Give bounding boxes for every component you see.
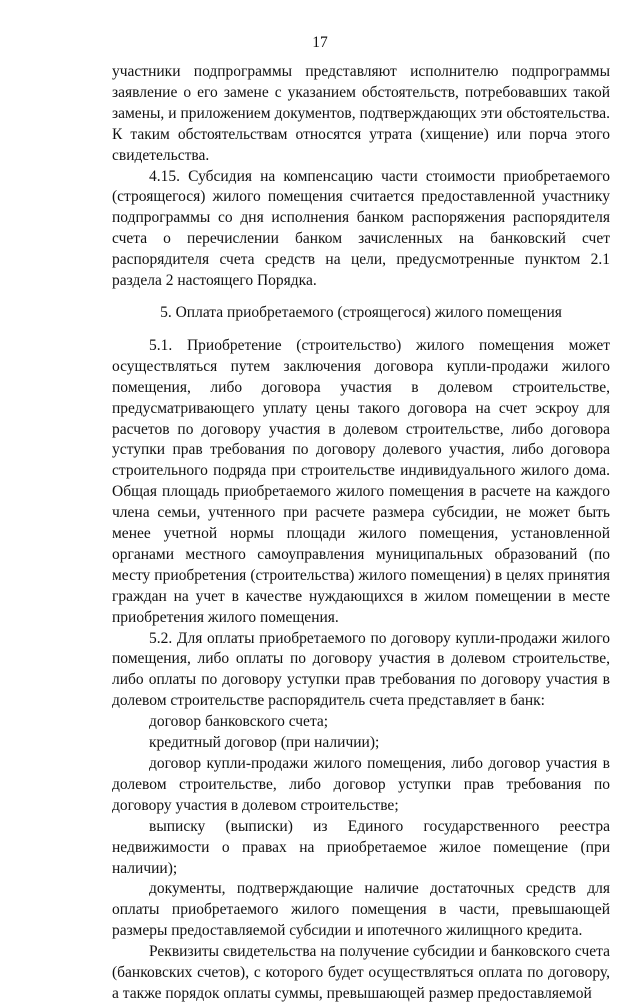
paragraph: участники подпрограммы представляют исполнителю подпрограммы заявление о его замене с указанием обстоятельств, потребовавших такой замены, и приложением документов, подтверждающих эти обстоятельства. К таким обстоятельствам относятся утрата (хищение) или порча этого свидетельства. xyxy=(112,63,610,164)
paragraph: 4.15. Субсидия на компенсацию части стоимости приобретаемого (строящегося) жилого помещения считается предоставленной участнику подпрограммы со дня исполнения банком распоряжения распорядителя счета о перечислении банком зачисленных на банковский счет распорядителя счета средств на цели, предусмотренные пунктом 2.1 раздела 2 настоящего Порядка. xyxy=(112,167,610,290)
paragraph: договор купли-продажи жилого помещения, либо договор участия в долевом строительстве, либо договор уступки прав требования по договору участия в долевом строительстве; xyxy=(112,755,610,814)
paragraph: документы, подтверждающие наличие достаточных средств для оплаты приобретаемого жилого помещения в части, превышающей размеры предоставляемой субсидии и ипотечного жилищного кредита. xyxy=(112,880,610,940)
section-heading: 5. Оплата приобретаемого (строящегося) жилого помещения xyxy=(160,303,562,321)
document-body xyxy=(112,62,610,1005)
paragraph: Реквизиты свидетельства на получение субсидии и банковского счета (банковских счетов), с которого будет осуществляться оплата по договору, а также порядок оплаты суммы, превышающей размер предоставляемой xyxy=(112,943,610,1002)
page-number: 17 xyxy=(312,34,328,51)
paragraph: кредитный договор (при наличии); xyxy=(149,734,380,752)
paragraph: 5.1. Приобретение (строительство) жилого помещения может осуществляться путем заключения договора купли-продажи жилого помещения, либо договора участия в долевом строительстве, предусматривающего уплату цены такого договора на счет эскроу для расчетов по договору участия в долевом строительстве, либо договора уступки прав требования по договору долевого участия, либо договора строительного подряда при строительстве индивидуального жилого дома. Общая площадь приобретаемого жилого помещения в расчете на каждого члена семьи, учтенного при расчете размера субсидии, не может быть менее учетной нормы площади жилого помещения, установленной органами местного самоуправления муниципальных образований (по месту приобретения (строительства) жилого помещения) в целях принятия граждан на учет в качестве нуждающихся в жилом помещении в месте приобретения жилого помещения. xyxy=(112,336,610,626)
paragraphs-before-heading xyxy=(112,62,610,292)
paragraph: выписку (выписки) из Единого государственного реестра недвижимости о правах на приобретаемое жилое помещение (при наличии); xyxy=(112,817,610,877)
paragraph: 5.2. Для оплаты приобретаемого по договору купли-продажи жилого помещения, либо оплаты по договору участия в долевом строительстве, либо оплаты по договору уступки прав требования по договору участия в долевом строительстве распорядитель счета представляет в банк: xyxy=(112,629,610,710)
paragraph: договор банковского счета; xyxy=(149,713,329,731)
